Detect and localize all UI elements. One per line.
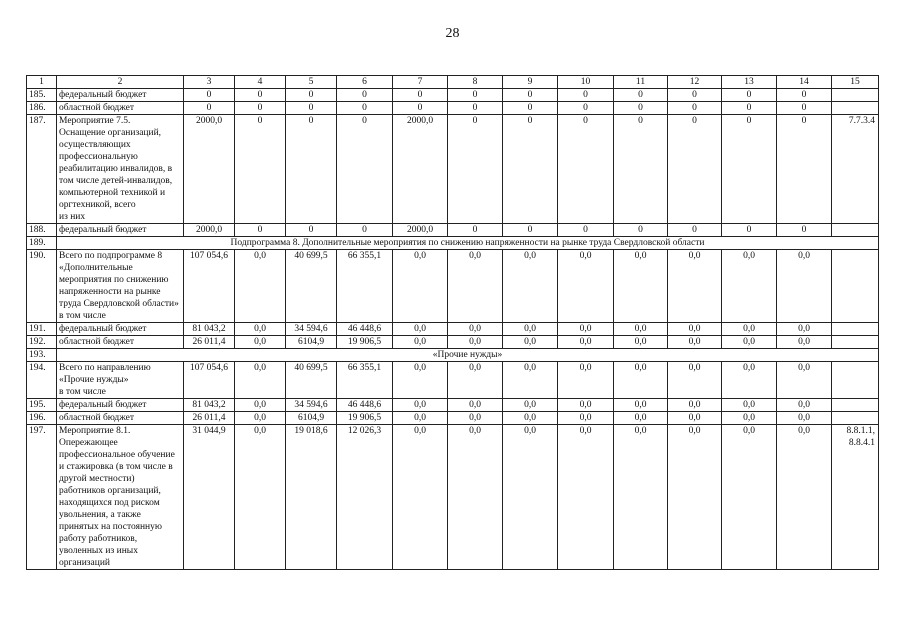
value-cell: 0,0 [614, 362, 668, 399]
value-cell: 0,0 [668, 399, 722, 412]
value-cell: 0 [337, 224, 393, 237]
value-cell: 0 [503, 102, 558, 115]
value-cell: 0,0 [777, 362, 832, 399]
value-cell: 0 [393, 89, 448, 102]
row-number: 186. [27, 102, 57, 115]
value-cell: 0,0 [558, 250, 614, 323]
row-name: областной бюджет [57, 336, 184, 349]
value-cell: 0,0 [777, 399, 832, 412]
value-cell: 0,0 [393, 425, 448, 570]
table-row [27, 102, 879, 115]
column-number-cell: 4 [235, 76, 286, 89]
value-cell: 0 [337, 89, 393, 102]
value-cell: 0,0 [722, 323, 777, 336]
target-indicator-ref [832, 362, 879, 399]
value-cell: 0,0 [393, 250, 448, 323]
target-indicator-ref: 7.7.3.4 [832, 115, 879, 224]
page-number: 28 [445, 26, 460, 41]
value-cell: 0 [448, 102, 503, 115]
value-cell: 2000,0 [393, 224, 448, 237]
target-indicator-ref [832, 250, 879, 323]
value-cell: 0,0 [668, 412, 722, 425]
value-cell: 0,0 [614, 323, 668, 336]
value-cell: 0 [558, 115, 614, 224]
value-cell: 0,0 [558, 399, 614, 412]
row-name: федеральный бюджет [57, 399, 184, 412]
row-name: федеральный бюджет [57, 89, 184, 102]
value-cell: 0 [558, 89, 614, 102]
row-number: 192. [27, 336, 57, 349]
value-cell: 0,0 [558, 425, 614, 570]
value-cell: 81 043,2 [184, 399, 235, 412]
row-name: областной бюджет [57, 412, 184, 425]
value-cell: 0,0 [393, 412, 448, 425]
value-cell: 19 018,6 [286, 425, 337, 570]
value-cell: 0,0 [777, 425, 832, 570]
section-heading: Подпрограмма 8. Дополнительные мероприятия по снижению напряженности на рынке труда Свердловской области [57, 237, 879, 250]
row-number: 193. [27, 349, 57, 362]
table-row [27, 412, 879, 425]
value-cell: 0,0 [235, 336, 286, 349]
table-row [27, 399, 879, 412]
row-number: 187. [27, 115, 57, 224]
value-cell: 0 [668, 89, 722, 102]
value-cell: 0,0 [614, 336, 668, 349]
value-cell: 0,0 [614, 412, 668, 425]
column-number-cell: 14 [777, 76, 832, 89]
value-cell: 0 [614, 89, 668, 102]
row-number: 195. [27, 399, 57, 412]
value-cell: 0 [503, 89, 558, 102]
value-cell: 0 [777, 102, 832, 115]
value-cell: 0 [668, 102, 722, 115]
value-cell: 0 [558, 224, 614, 237]
column-number-cell: 15 [832, 76, 879, 89]
value-cell: 0,0 [722, 399, 777, 412]
value-cell: 0,0 [503, 336, 558, 349]
value-cell: 2000,0 [184, 115, 235, 224]
value-cell: 0 [393, 102, 448, 115]
value-cell: 0,0 [393, 323, 448, 336]
value-cell: 0 [286, 224, 337, 237]
row-name: Всего по подпрограмме 8 «Дополнительные мероприятия по снижению напряженности на рынке труда Свердловской области» в том числе [57, 250, 184, 323]
row-number: 190. [27, 250, 57, 323]
target-indicator-ref [832, 336, 879, 349]
value-cell: 6104,9 [286, 412, 337, 425]
value-cell: 0,0 [503, 425, 558, 570]
value-cell: 0 [668, 224, 722, 237]
value-cell: 6104,9 [286, 336, 337, 349]
value-cell: 0 [286, 102, 337, 115]
value-cell: 0 [235, 224, 286, 237]
row-name: федеральный бюджет [57, 323, 184, 336]
value-cell: 107 054,6 [184, 250, 235, 323]
target-indicator-ref [832, 102, 879, 115]
value-cell: 0 [614, 224, 668, 237]
value-cell: 0 [777, 224, 832, 237]
column-number-cell: 5 [286, 76, 337, 89]
value-cell: 0 [448, 115, 503, 224]
row-name: Мероприятие 8.1. Опережающее профессиональное обучение и стажировка (в том числе в другой местности) работников организаций, находящихся под риском увольнения, а также принятых на постоянную работу работников, уволенных из иных организаций [57, 425, 184, 570]
column-number-cell: 12 [668, 76, 722, 89]
table-row [27, 89, 879, 102]
value-cell: 0,0 [235, 425, 286, 570]
column-number-cell: 10 [558, 76, 614, 89]
value-cell: 40 699,5 [286, 362, 337, 399]
target-indicator-ref [832, 412, 879, 425]
table-row [27, 323, 879, 336]
value-cell: 0,0 [777, 323, 832, 336]
value-cell: 0 [337, 102, 393, 115]
column-number-cell: 6 [337, 76, 393, 89]
row-name: федеральный бюджет [57, 224, 184, 237]
target-indicator-ref [832, 89, 879, 102]
value-cell: 0,0 [393, 336, 448, 349]
value-cell: 0,0 [235, 250, 286, 323]
value-cell: 0 [614, 102, 668, 115]
column-number-cell: 7 [393, 76, 448, 89]
value-cell: 2000,0 [393, 115, 448, 224]
column-number-cell: 2 [57, 76, 184, 89]
value-cell: 0 [668, 115, 722, 224]
value-cell: 0,0 [668, 336, 722, 349]
value-cell: 0,0 [503, 250, 558, 323]
value-cell: 0,0 [668, 323, 722, 336]
value-cell: 0,0 [393, 362, 448, 399]
value-cell: 0,0 [393, 399, 448, 412]
value-cell: 0,0 [448, 250, 503, 323]
value-cell: 81 043,2 [184, 323, 235, 336]
column-number-cell: 13 [722, 76, 777, 89]
value-cell: 0 [558, 102, 614, 115]
table-row [27, 224, 879, 237]
value-cell: 26 011,4 [184, 412, 235, 425]
target-indicator-ref [832, 224, 879, 237]
value-cell: 26 011,4 [184, 336, 235, 349]
value-cell: 12 026,3 [337, 425, 393, 570]
value-cell: 0,0 [448, 399, 503, 412]
value-cell: 0,0 [777, 412, 832, 425]
value-cell: 0,0 [448, 362, 503, 399]
value-cell: 0,0 [722, 336, 777, 349]
value-cell: 0 [503, 115, 558, 224]
table-row [27, 349, 879, 362]
table-row [27, 237, 879, 250]
value-cell: 0 [722, 102, 777, 115]
value-cell: 0 [184, 89, 235, 102]
column-number-cell: 3 [184, 76, 235, 89]
value-cell: 0,0 [668, 250, 722, 323]
value-cell: 0,0 [448, 323, 503, 336]
table-row [27, 115, 879, 224]
value-cell: 0,0 [668, 362, 722, 399]
value-cell: 0,0 [722, 425, 777, 570]
value-cell: 0,0 [558, 323, 614, 336]
value-cell: 107 054,6 [184, 362, 235, 399]
value-cell: 0,0 [614, 250, 668, 323]
column-number-row [27, 76, 879, 89]
value-cell: 0 [286, 89, 337, 102]
column-number-cell: 8 [448, 76, 503, 89]
value-cell: 0,0 [235, 362, 286, 399]
value-cell: 0,0 [722, 412, 777, 425]
row-number: 197. [27, 425, 57, 570]
value-cell: 19 906,5 [337, 336, 393, 349]
value-cell: 0,0 [722, 250, 777, 323]
target-indicator-ref [832, 399, 879, 412]
row-number: 185. [27, 89, 57, 102]
value-cell: 0,0 [558, 412, 614, 425]
table-row [27, 425, 879, 570]
section-heading: «Прочие нужды» [57, 349, 879, 362]
value-cell: 34 594,6 [286, 323, 337, 336]
value-cell: 46 448,6 [337, 399, 393, 412]
row-number: 196. [27, 412, 57, 425]
value-cell: 0,0 [777, 250, 832, 323]
value-cell: 66 355,1 [337, 362, 393, 399]
value-cell: 0 [777, 89, 832, 102]
value-cell: 0 [286, 115, 337, 224]
row-name: Мероприятие 7.5. Оснащение организаций, осуществляющих профессиональную реабилитацию инвалидов, в том числе детей-инвалидов, компьютерной техникой и оргтехникой, всего из них [57, 115, 184, 224]
value-cell: 0 [235, 115, 286, 224]
row-number: 189. [27, 237, 57, 250]
value-cell: 46 448,6 [337, 323, 393, 336]
value-cell: 0,0 [503, 323, 558, 336]
value-cell: 0,0 [235, 399, 286, 412]
value-cell: 0,0 [777, 336, 832, 349]
value-cell: 40 699,5 [286, 250, 337, 323]
target-indicator-ref: 8.8.1.1, 8.8.4.1 [832, 425, 879, 570]
value-cell: 0,0 [235, 412, 286, 425]
value-cell: 0 [614, 115, 668, 224]
row-name: Всего по направлению «Прочие нужды» в том числе [57, 362, 184, 399]
value-cell: 66 355,1 [337, 250, 393, 323]
value-cell: 0,0 [558, 362, 614, 399]
value-cell: 0 [337, 115, 393, 224]
value-cell: 0,0 [448, 425, 503, 570]
value-cell: 0,0 [722, 362, 777, 399]
value-cell: 0 [777, 115, 832, 224]
value-cell: 0 [448, 89, 503, 102]
value-cell: 0 [235, 102, 286, 115]
column-number-cell: 1 [27, 76, 57, 89]
row-number: 191. [27, 323, 57, 336]
value-cell: 0 [722, 115, 777, 224]
value-cell: 2000,0 [184, 224, 235, 237]
row-number: 188. [27, 224, 57, 237]
value-cell: 0 [448, 224, 503, 237]
value-cell: 0 [235, 89, 286, 102]
value-cell: 0,0 [614, 399, 668, 412]
row-name: областной бюджет [57, 102, 184, 115]
column-number-cell: 11 [614, 76, 668, 89]
value-cell: 0 [722, 89, 777, 102]
budget-table [26, 75, 879, 570]
value-cell: 0,0 [614, 425, 668, 570]
table-row [27, 362, 879, 399]
value-cell: 0 [722, 224, 777, 237]
value-cell: 0 [184, 102, 235, 115]
value-cell: 0,0 [558, 336, 614, 349]
value-cell: 34 594,6 [286, 399, 337, 412]
value-cell: 0,0 [448, 336, 503, 349]
target-indicator-ref [832, 323, 879, 336]
value-cell: 0,0 [503, 399, 558, 412]
table-row [27, 250, 879, 323]
value-cell: 0,0 [235, 323, 286, 336]
value-cell: 0 [503, 224, 558, 237]
value-cell: 0,0 [668, 425, 722, 570]
value-cell: 0,0 [448, 412, 503, 425]
table-row [27, 336, 879, 349]
value-cell: 31 044,9 [184, 425, 235, 570]
row-number: 194. [27, 362, 57, 399]
column-number-cell: 9 [503, 76, 558, 89]
value-cell: 0,0 [503, 362, 558, 399]
value-cell: 19 906,5 [337, 412, 393, 425]
value-cell: 0,0 [503, 412, 558, 425]
